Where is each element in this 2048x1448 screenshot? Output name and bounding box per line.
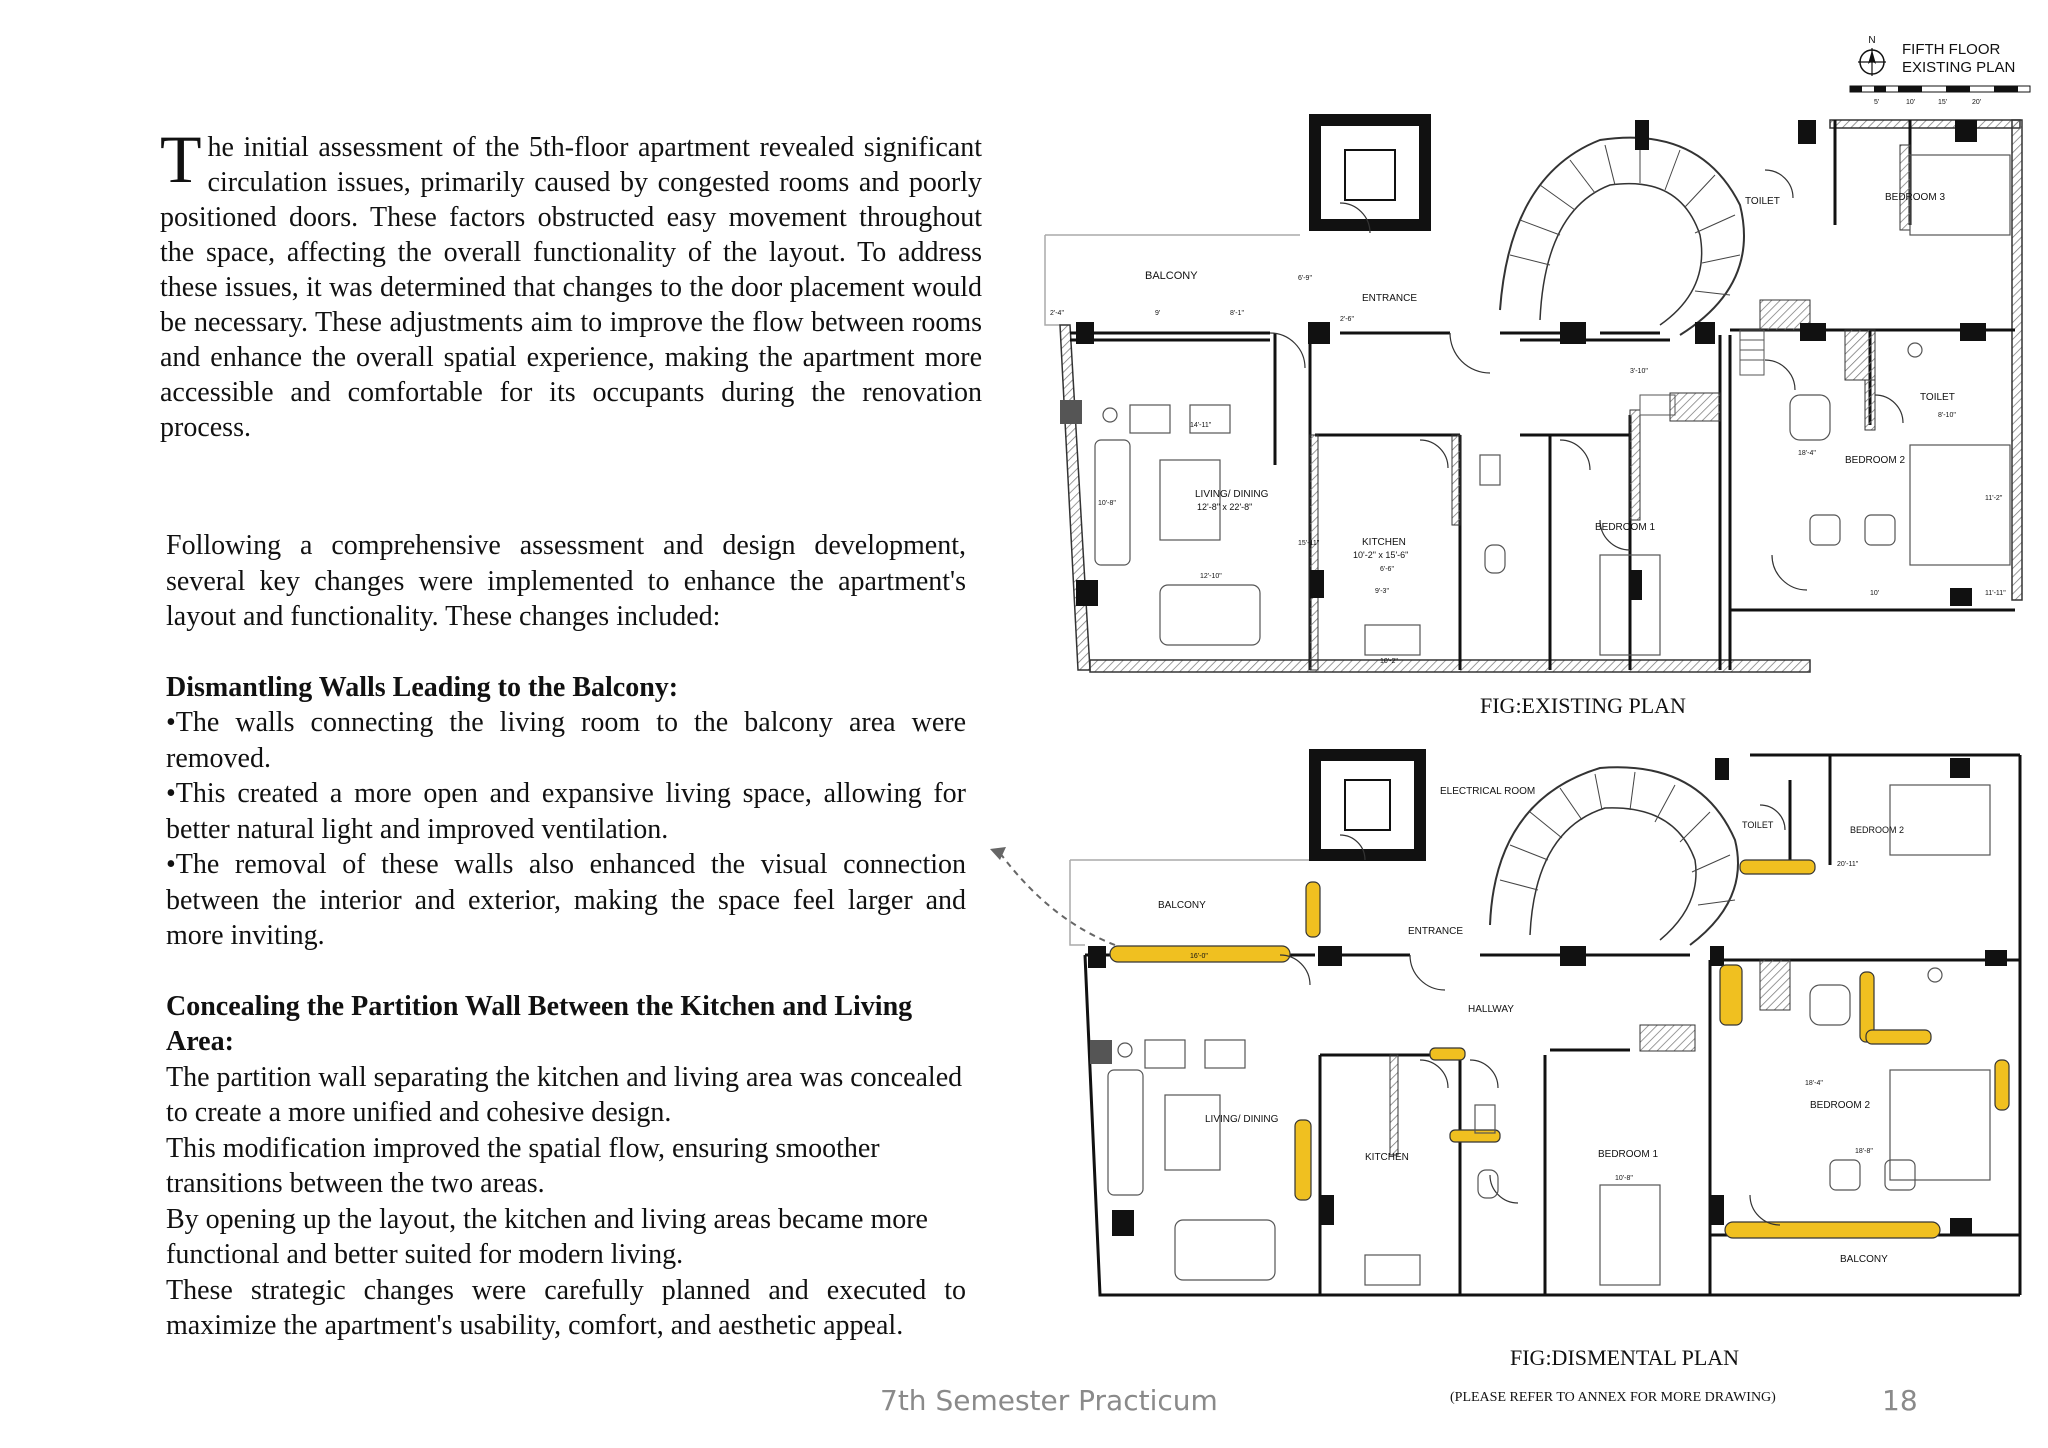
body-line: These strategic changes were carefully planned and executed to maximize the apartment's usability, comfort, and aesthetic appeal. bbox=[166, 1274, 966, 1341]
room-dimension: 12'-8" x 22'-8" bbox=[1197, 502, 1253, 512]
dimension-label: 15'-11" bbox=[1298, 540, 1320, 547]
legend-title-line2: EXISTING PLAN bbox=[1902, 59, 2016, 76]
scale-tick: 10' bbox=[1906, 99, 1916, 106]
dimension-label: 16'-0" bbox=[1190, 953, 1208, 960]
plan-legend bbox=[1850, 34, 2040, 114]
dimension-label: 10'-2" bbox=[1380, 658, 1398, 665]
intro-paragraph bbox=[160, 121, 982, 445]
room-label: LIVING/ DINING bbox=[1195, 489, 1269, 500]
room-label: ENTRANCE bbox=[1408, 926, 1464, 937]
north-arrow-icon bbox=[1858, 48, 1886, 76]
dimension-label: 10' bbox=[1870, 590, 1880, 597]
dimension-label: 9' bbox=[1155, 310, 1161, 317]
room-label: KITCHEN bbox=[1362, 537, 1406, 548]
dimension-label: 2'-4" bbox=[1050, 310, 1064, 317]
dimension-label: 8'-1" bbox=[1230, 310, 1244, 317]
dimension-label: 18'-8" bbox=[1855, 1148, 1873, 1155]
dismental-plan-caption: FIG:DISMENTAL PLAN bbox=[1510, 1345, 1740, 1370]
body-line: By opening up the layout, the kitchen and living areas became more functional and better suited for modern living. bbox=[166, 1203, 928, 1270]
room-label: ENTRANCE bbox=[1362, 293, 1418, 304]
legend-title-line1: FIFTH FLOOR bbox=[1902, 41, 2001, 58]
room-label: LIVING/ DINING bbox=[1205, 1114, 1279, 1125]
room-label: TOILET bbox=[1742, 820, 1774, 830]
changes-lead: Following a comprehensive assessment and design development, several key changes were implemented to enhance the apartment's layout and functionality. These changes included: bbox=[166, 530, 966, 632]
room-label: TOILET bbox=[1745, 196, 1780, 207]
annex-note: (PLEASE REFER TO ANNEX FOR MORE DRAWING) bbox=[1450, 1390, 1776, 1405]
body-line: The partition wall separating the kitchen and living area was concealed to create a more unified and cohesive design. bbox=[166, 1061, 963, 1128]
dimension-label: 3'-10" bbox=[1630, 368, 1648, 375]
scale-tick: 20' bbox=[1972, 99, 1982, 106]
room-label: BALCONY bbox=[1158, 900, 1206, 911]
dimension-label: 6'-6" bbox=[1380, 566, 1394, 573]
changes-section bbox=[166, 528, 966, 1344]
dimension-label: 8'-10" bbox=[1938, 412, 1956, 419]
dimension-label: 2'-6" bbox=[1340, 316, 1354, 323]
room-label: BEDROOM 1 bbox=[1598, 1149, 1659, 1160]
scale-bar bbox=[1850, 86, 2030, 92]
dimension-label: 14'-11" bbox=[1190, 422, 1212, 429]
room-label: BEDROOM 2 bbox=[1845, 455, 1906, 466]
room-label: KITCHEN bbox=[1365, 1152, 1409, 1163]
scale-tick: 5' bbox=[1874, 99, 1880, 106]
room-label: BEDROOM 3 bbox=[1885, 192, 1946, 203]
dimension-label: 10'-8" bbox=[1615, 1175, 1633, 1182]
drop-cap: T bbox=[160, 121, 202, 197]
dimension-label: 18'-4" bbox=[1798, 450, 1816, 457]
dimension-label: 9'-3" bbox=[1375, 588, 1389, 595]
dimension-label: 12'-10" bbox=[1200, 573, 1222, 580]
room-label: BEDROOM 1 bbox=[1595, 522, 1656, 533]
dimension-label: 20'-11" bbox=[1837, 861, 1859, 868]
existing-plan-drawing bbox=[1040, 115, 2030, 675]
page-number: 18 bbox=[1882, 1384, 1918, 1417]
section-heading-partition: Concealing the Partition Wall Between the Kitchen and Living Area: bbox=[166, 990, 913, 1057]
scale-tick: 15' bbox=[1938, 99, 1948, 106]
page-footer: 7th Semester Practicum bbox=[880, 1384, 1218, 1417]
room-label: HALLWAY bbox=[1468, 1004, 1514, 1015]
bullet-item: •The removal of these walls also enhanced the visual connection between the interior and exterior, making the space feel larger and more inviting. bbox=[166, 849, 966, 951]
room-label: BALCONY bbox=[1145, 270, 1198, 282]
body-line: This modification improved the spatial flow, ensuring smoother transitions between the two areas. bbox=[166, 1132, 880, 1199]
dismental-plan-drawing bbox=[990, 750, 2030, 1310]
room-label: BEDROOM 2 bbox=[1850, 825, 1905, 835]
dimension-label: 18'-4" bbox=[1805, 1080, 1823, 1087]
room-dimension: 10'-2" x 15'-6" bbox=[1353, 550, 1409, 560]
intro-text: he initial assessment of the 5th-floor apartment revealed significant circulation issues, primarily caused by congested rooms and poorly positioned doors. These factors obstructed easy movement throughout the space, affecting the overall functionality of the layout. To address these issues, it was determined that changes to the door placement would be necessary. These adjustments aim to improve the flow between rooms and enhance the overall spatial experience, making the apartment more accessible and comfortable for its occupants during the renovation process. bbox=[160, 132, 982, 443]
room-label: TOILET bbox=[1920, 392, 1955, 403]
bullet-item: •The walls connecting the living room to the balcony area were removed. bbox=[166, 707, 966, 774]
north-label: N bbox=[1868, 35, 1876, 46]
bullet-item: •This created a more open and expansive living space, allowing for better natural light and improved ventilation. bbox=[166, 778, 966, 845]
room-label: ELECTRICAL ROOM bbox=[1440, 786, 1536, 797]
dimension-label: 11'-11" bbox=[1985, 590, 2006, 597]
room-label: BALCONY bbox=[1840, 1254, 1888, 1265]
dimension-label: 6'-9" bbox=[1298, 275, 1312, 282]
dimension-label: 11'-2" bbox=[1985, 495, 2003, 502]
room-label: BEDROOM 2 bbox=[1810, 1100, 1871, 1111]
section-heading-balcony: Dismantling Walls Leading to the Balcony: bbox=[166, 671, 679, 703]
dimension-label: 10'-8" bbox=[1098, 500, 1116, 507]
existing-plan-caption: FIG:EXISTING PLAN bbox=[1480, 693, 1686, 718]
